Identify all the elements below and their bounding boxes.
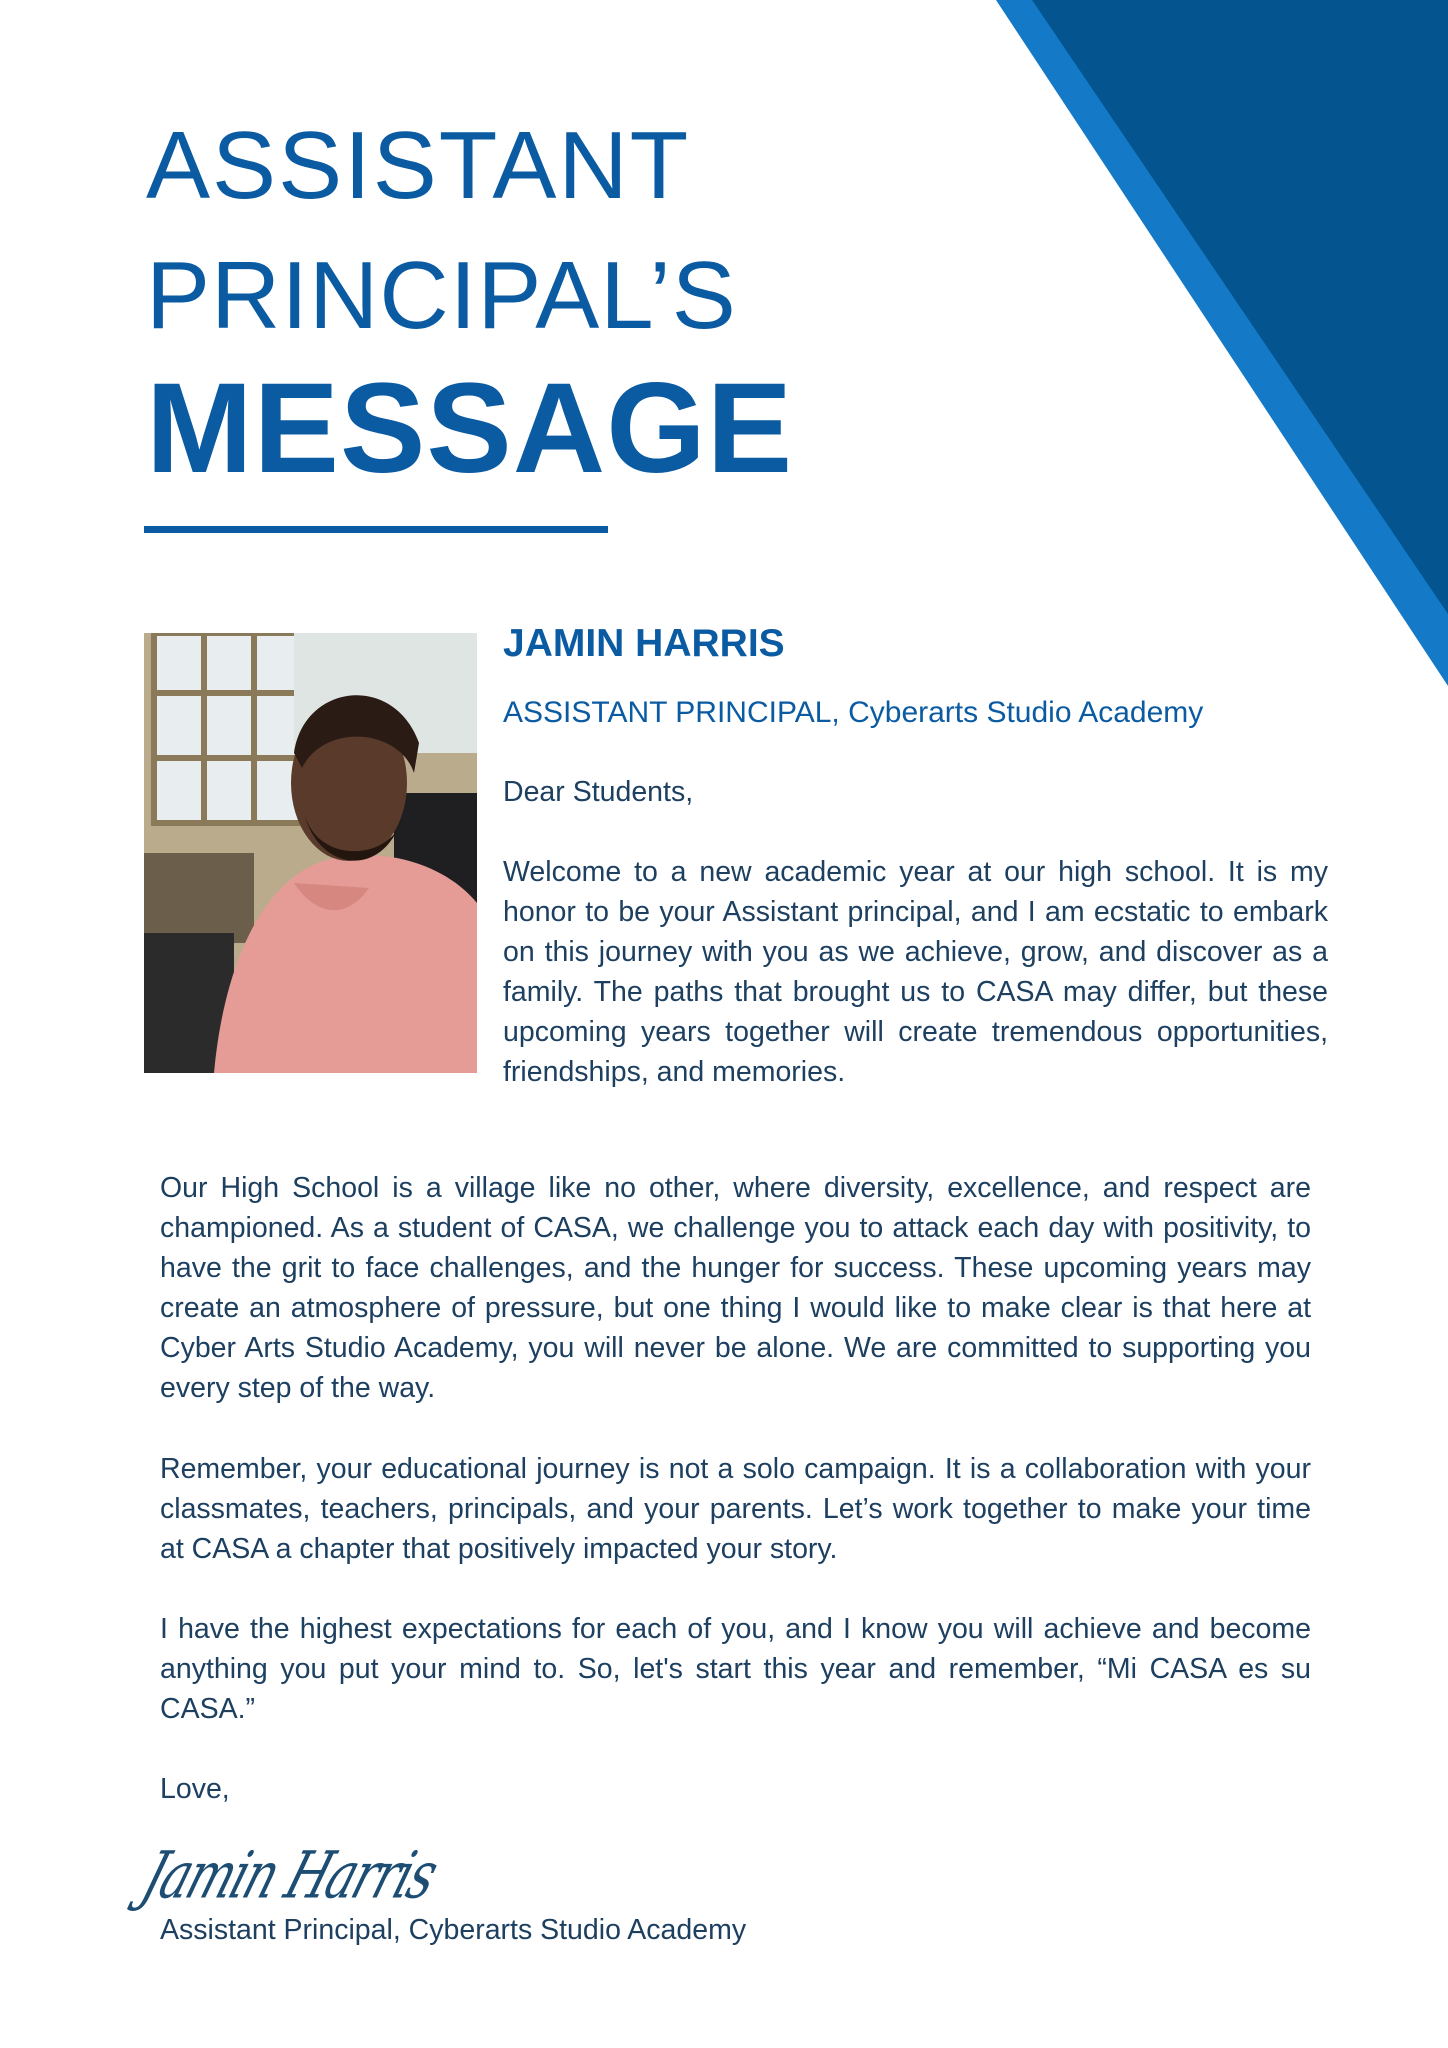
portrait-image	[144, 633, 477, 1073]
signature-title: Assistant Principal, Cyberarts Studio Academy	[160, 1914, 747, 1946]
title-line-principals: PRINCIPAL’S	[146, 242, 737, 349]
dark-blue-triangle	[1032, 0, 1448, 614]
handwritten-signature: Jamin Harris	[133, 1838, 446, 1914]
letter-greeting: Dear Students,	[503, 776, 694, 808]
title-underline	[144, 526, 608, 533]
title-line-message: MESSAGE	[146, 357, 794, 500]
letter-signoff: Love,	[160, 1773, 230, 1805]
portrait-photo	[144, 633, 477, 1073]
letter-paragraph: Our High School is a village like no other, where diversity, excellence, and respect are championed. As a student of CASA, we challenge you to attack each day with positivity, to have the grit to face challenges, and the hunger for success. These upcoming years may create an atmosphere of pressure, but one thing I would like to make clear is that here at Cyber Arts Studio Academy, you will never be alone. We are committed to supporting you every step of the way.	[160, 1172, 1311, 1404]
letter-paragraph: Welcome to a new academic year at our high school. It is my honor to be your Assistant principal, and I am ecstatic to embark on this journey with you as we achieve, grow, and discover as a family. The paths that brought us to CASA may differ, but these upcoming years together will create tremendous opportunities, friendships, and memories.	[503, 856, 1328, 1088]
light-blue-stripe	[996, 0, 1448, 686]
title-line-assistant: ASSISTANT	[146, 112, 691, 219]
letter-paragraph: Remember, your educational journey is not a solo campaign. It is a collaboration with your classmates, teachers, principals, and your parents. Let’s work together to make your time at CASA a chapter that positively impacted your story.	[160, 1453, 1311, 1565]
author-role: ASSISTANT PRINCIPAL, Cyberarts Studio Academy	[503, 696, 1204, 729]
author-name: JAMIN HARRIS	[503, 622, 785, 665]
letter-paragraph: I have the highest expectations for each of you, and I know you will achieve and become anything you put your mind to. So, let's start this year and remember, “Mi CASA es su CASA.”	[160, 1613, 1311, 1725]
